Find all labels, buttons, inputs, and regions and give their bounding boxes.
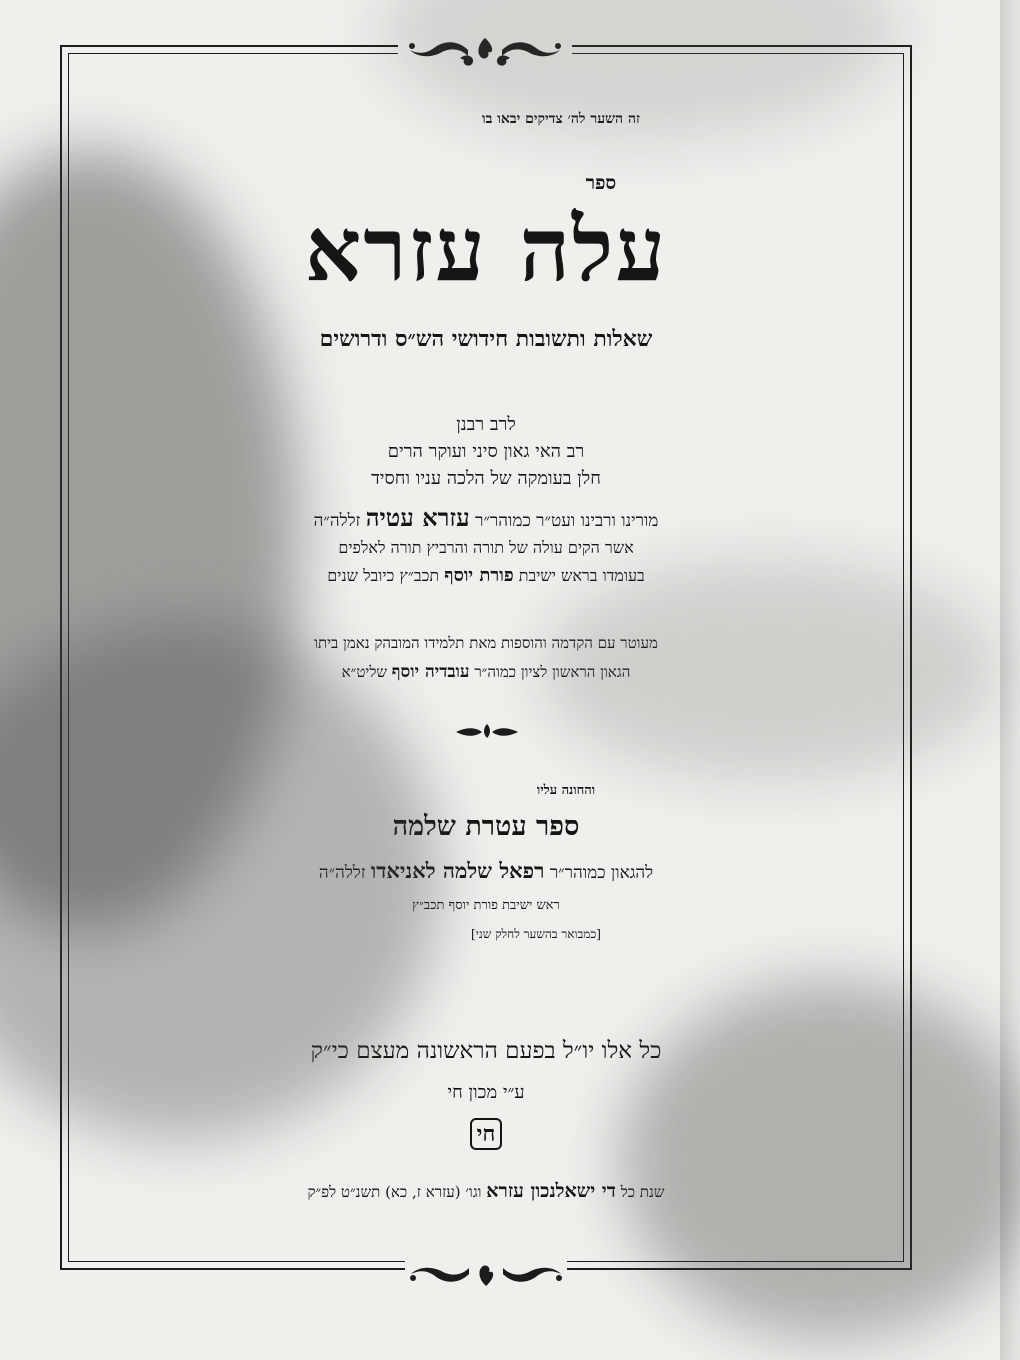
author-line (70, 503, 902, 533)
machon-line: ע״י מכון חי (447, 1082, 525, 1103)
rosh-line: ראש ישיבת פורת יוסף תכב״ץ (412, 898, 560, 913)
motto-line: זה השער לה׳ צדיקים יבאו בו (482, 111, 640, 127)
ateret-title: ספר עטרת שלמה (392, 811, 580, 842)
author-suffix: זללה״ה (313, 511, 361, 531)
sefer-label: ספר (585, 172, 617, 194)
kamvoar-line: [כמבואר בהשער לחלק שני] (471, 927, 601, 941)
title-page-content (70, 0, 902, 1360)
lehagaon-suffix: זללה״ה (318, 863, 366, 883)
hagaon-prefix: הגאון הראשון לציון כמוה״ר (474, 663, 631, 681)
meuttar-line: מעוטר עם הקדמה והוספות מאת תלמידו המובהק נאמן ביתו (314, 634, 658, 652)
page-edge (1000, 0, 1020, 1360)
publisher-logo (70, 1118, 902, 1150)
yeshiva-prefix: בעומדו בראש ישיבת (518, 566, 645, 585)
lerav-line: לרב רבנן (456, 414, 516, 435)
yeshiva-suffix: תכב״ץ כיובל שנים (327, 566, 440, 585)
year-name: די ישאלנכון עזרא (486, 1180, 616, 1202)
kol-line: כל אלו יו״ל בפעם הראשונה מעצם כי״ק (310, 1038, 662, 1064)
yeshiva-name: פורת יוסף (444, 565, 514, 586)
publisher-logo-icon: חי (470, 1118, 502, 1150)
book-subtitle: שאלות ותשובות חידושי הש״ס ודרושים (319, 326, 653, 352)
yeshiva-line (70, 565, 902, 586)
year-prefix: שנת כל (620, 1183, 665, 1201)
lehagaon-prefix: להגאון כמוהר״ר (549, 863, 654, 883)
hagaon-line (70, 662, 902, 682)
asher-line: אשר הקים עולה של תורה והרביץ תורה לאלפים (338, 538, 634, 557)
year-line (70, 1180, 902, 1203)
author-prefix: מורינו ורבינו ועט״ר כמוהר״ר (475, 511, 659, 531)
author-name: עזרא עטיה (365, 503, 470, 532)
hagaon-suffix: שליט״א (341, 663, 387, 681)
lehagaon-line (70, 858, 902, 884)
lehagaon-name: רפאל שלמה לאניאדו (370, 858, 545, 883)
vehachuna-line: והחונה עליו (536, 783, 596, 798)
year-suffix: וגו׳ (עזרא ז, כא) תשנ״ט לפ״ק (307, 1183, 482, 1201)
rav-line: רב האי גאון סיני ועוקר הרים (387, 441, 585, 462)
chalan-line: חלן בעומקה של הלכה עניו וחסיד (371, 468, 601, 489)
book-title: עלה עזרא (304, 197, 668, 301)
hagaon-name: עובדיה יוסף (391, 662, 470, 682)
